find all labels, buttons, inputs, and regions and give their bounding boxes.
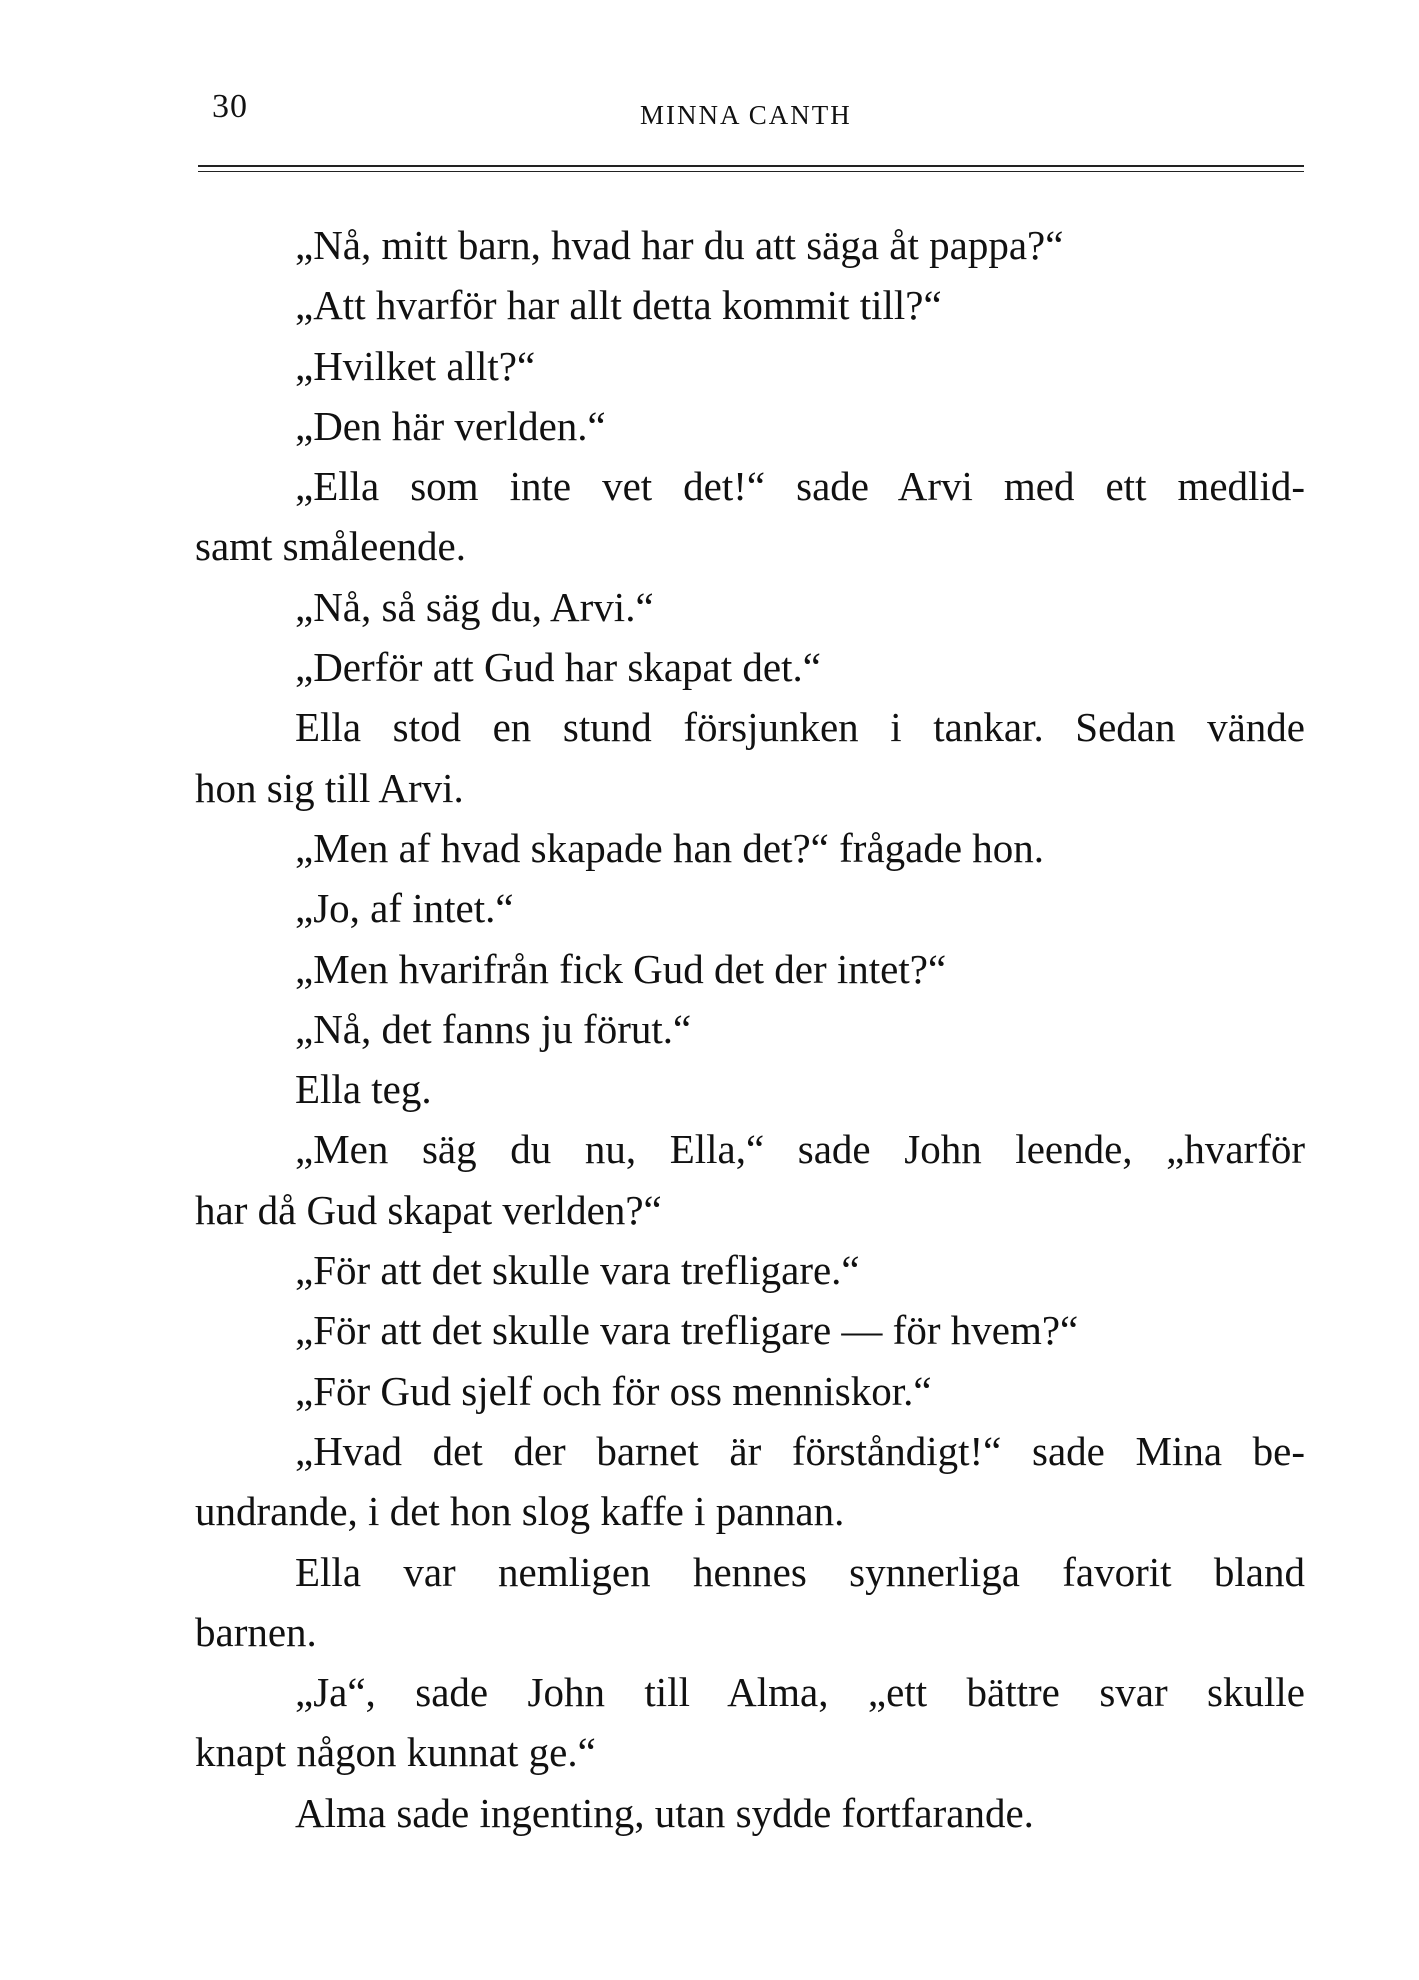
running-title: MINNA CANTH	[640, 100, 852, 130]
text-line: „Att hvarför har allt detta kommit till?“	[295, 282, 942, 329]
text-line: „Jo, af intet.“	[295, 885, 514, 932]
text-line: hon sig till Arvi.	[195, 764, 464, 811]
text-line: Ella var nemligen hennes synnerliga favorit bland	[295, 1548, 1305, 1595]
text-line: Alma sade ingenting, utan sydde fortfarande.	[295, 1789, 1034, 1836]
text-line: „Men säg du nu, Ella,“ sade John leende, „hvarför	[295, 1126, 1305, 1173]
text-line: samt småleende.	[195, 523, 466, 570]
text-line: „Ja“, sade John till Alma, „ett bättre svar skulle	[295, 1669, 1305, 1716]
body-text	[195, 215, 1305, 1843]
text-line: barnen.	[195, 1608, 317, 1655]
header-rule-bottom	[198, 171, 1304, 172]
text-line: „Hvilket allt?“	[295, 342, 536, 389]
text-line: „Nå, så säg du, Arvi.“	[295, 583, 654, 630]
text-line: „Derför att Gud har skapat det.“	[295, 644, 821, 691]
text-line: „Nå, mitt barn, hvad har du att säga åt pappa?“	[295, 222, 1064, 268]
page-number: 30	[212, 88, 248, 125]
text-line: „Men hvarifrån fick Gud det der intet?“	[295, 945, 947, 992]
text-line: „Nå, det fanns ju förut.“	[295, 1005, 692, 1052]
text-line: knapt någon kunnat ge.“	[195, 1729, 596, 1776]
text-line: „För Gud sjelf och för oss menniskor.“	[295, 1367, 932, 1414]
text-line: Ella stod en stund försjunken i tankar. Sedan vände	[295, 704, 1305, 751]
text-line: undrande, i det hon slog kaffe i pannan.	[195, 1488, 845, 1535]
text-line: „Ella som inte vet det!“ sade Arvi med ett medlid-	[295, 463, 1305, 510]
text-line: „Hvad det der barnet är förståndigt!“ sade Mina be-	[295, 1427, 1305, 1474]
header-rule-top	[198, 165, 1304, 167]
text-line: „För att det skulle vara trefligare — för hvem?“	[295, 1307, 1079, 1354]
text-line: har då Gud skapat verlden?“	[195, 1186, 662, 1233]
text-line: Ella teg.	[295, 1066, 432, 1113]
text-line: „Den här verlden.“	[295, 402, 606, 449]
text-line: „För att det skulle vara trefligare.“	[295, 1247, 860, 1294]
text-line: „Men af hvad skapade han det?“ frågade hon.	[295, 824, 1045, 871]
